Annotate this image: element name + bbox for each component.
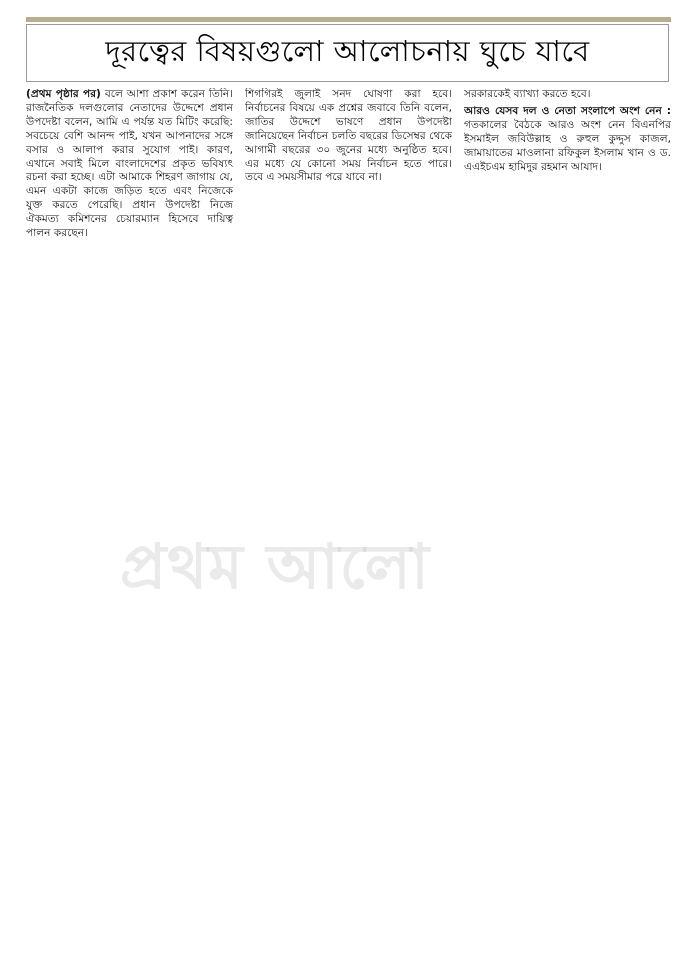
top-rule: [26, 17, 671, 22]
paragraph: সরকারকেই ব্যাখ্যা করতে হবে।: [464, 88, 591, 100]
watermark: প্রথম আলো: [120, 530, 430, 603]
paragraph: [26, 88, 233, 241]
paragraph-text: বলে আশা প্রকাশ করেন তিনি। রাজনৈতিক দলগুলোর নেতাদের উদ্দেশে প্রধান উপদেষ্টা বলেন, আমি এ পর্যন্ত যত মিটিং করেছি: সবচেয়ে বেশি আনন্দ পাই, যখন আপনাদের সঙ্গে বসার ও আলাপ করার সুযোগ পাই। কারণ, এখানে সবাই মিলে বাংলাদেশের প্রকৃত ভবিষ্যৎ রচনা করা হচ্ছে। এটা আমাকে শিহরণ জাগায় যে, এমন একটা কাজে জড়িত হতে এবং নিজেকে যুক্ত করতে পেরেছি। প্রধান উপদেষ্টা নিজে ঐকমত্য কমিশনের চেয়ারম্যান হিসেবে দায়িত্ব পালন করছেন।: [26, 88, 233, 240]
subheading: আরও যেসব দল ও নেতা সংলাপে অংশ নেন :: [464, 104, 671, 117]
article-columns: [26, 88, 671, 963]
paragraph-text: গতকালের বৈঠকে আরও অংশ নেন বিএনপির ইসমাইল জবিউল্লাহ ও রুহুল কুদ্দুস কাজল, জামায়াতের মাওলানা রফিকুল ইসলাম খান ও ড. এএইচএম হামিদুর রহমান আযাদ।: [464, 118, 671, 173]
column-2: [245, 88, 452, 963]
paragraph: [464, 105, 671, 175]
continued-tag: (প্রথম পৃষ্ঠার পর): [26, 88, 101, 100]
column-1: [26, 88, 233, 963]
paragraph: শিগগিরই জুলাই সনদ ঘোষণা করা হবে। নির্বাচনের বিষয়ে এক প্রশ্নের জবাবে তিনি বলেন, জাতির উদ্দেশে ভাষণে প্রধান উপদেষ্টা জানিয়েছেন নির্বাচন চলতি বছরের ডিসেম্বর থেকে আগামী বছরের ৩০ জুনের মধ্যে অনুষ্ঠিত হবে। এর মধ্যে যে কোনো সময় নির্বাচন হতে পারে। তবে এ সময়সীমার পরে যাবে না।: [245, 88, 452, 184]
headline: দূরত্বের বিষয়গুলো আলোচনায় ঘুচে যাবে: [105, 33, 590, 68]
headline-box: [26, 24, 669, 82]
column-3: [464, 88, 671, 963]
